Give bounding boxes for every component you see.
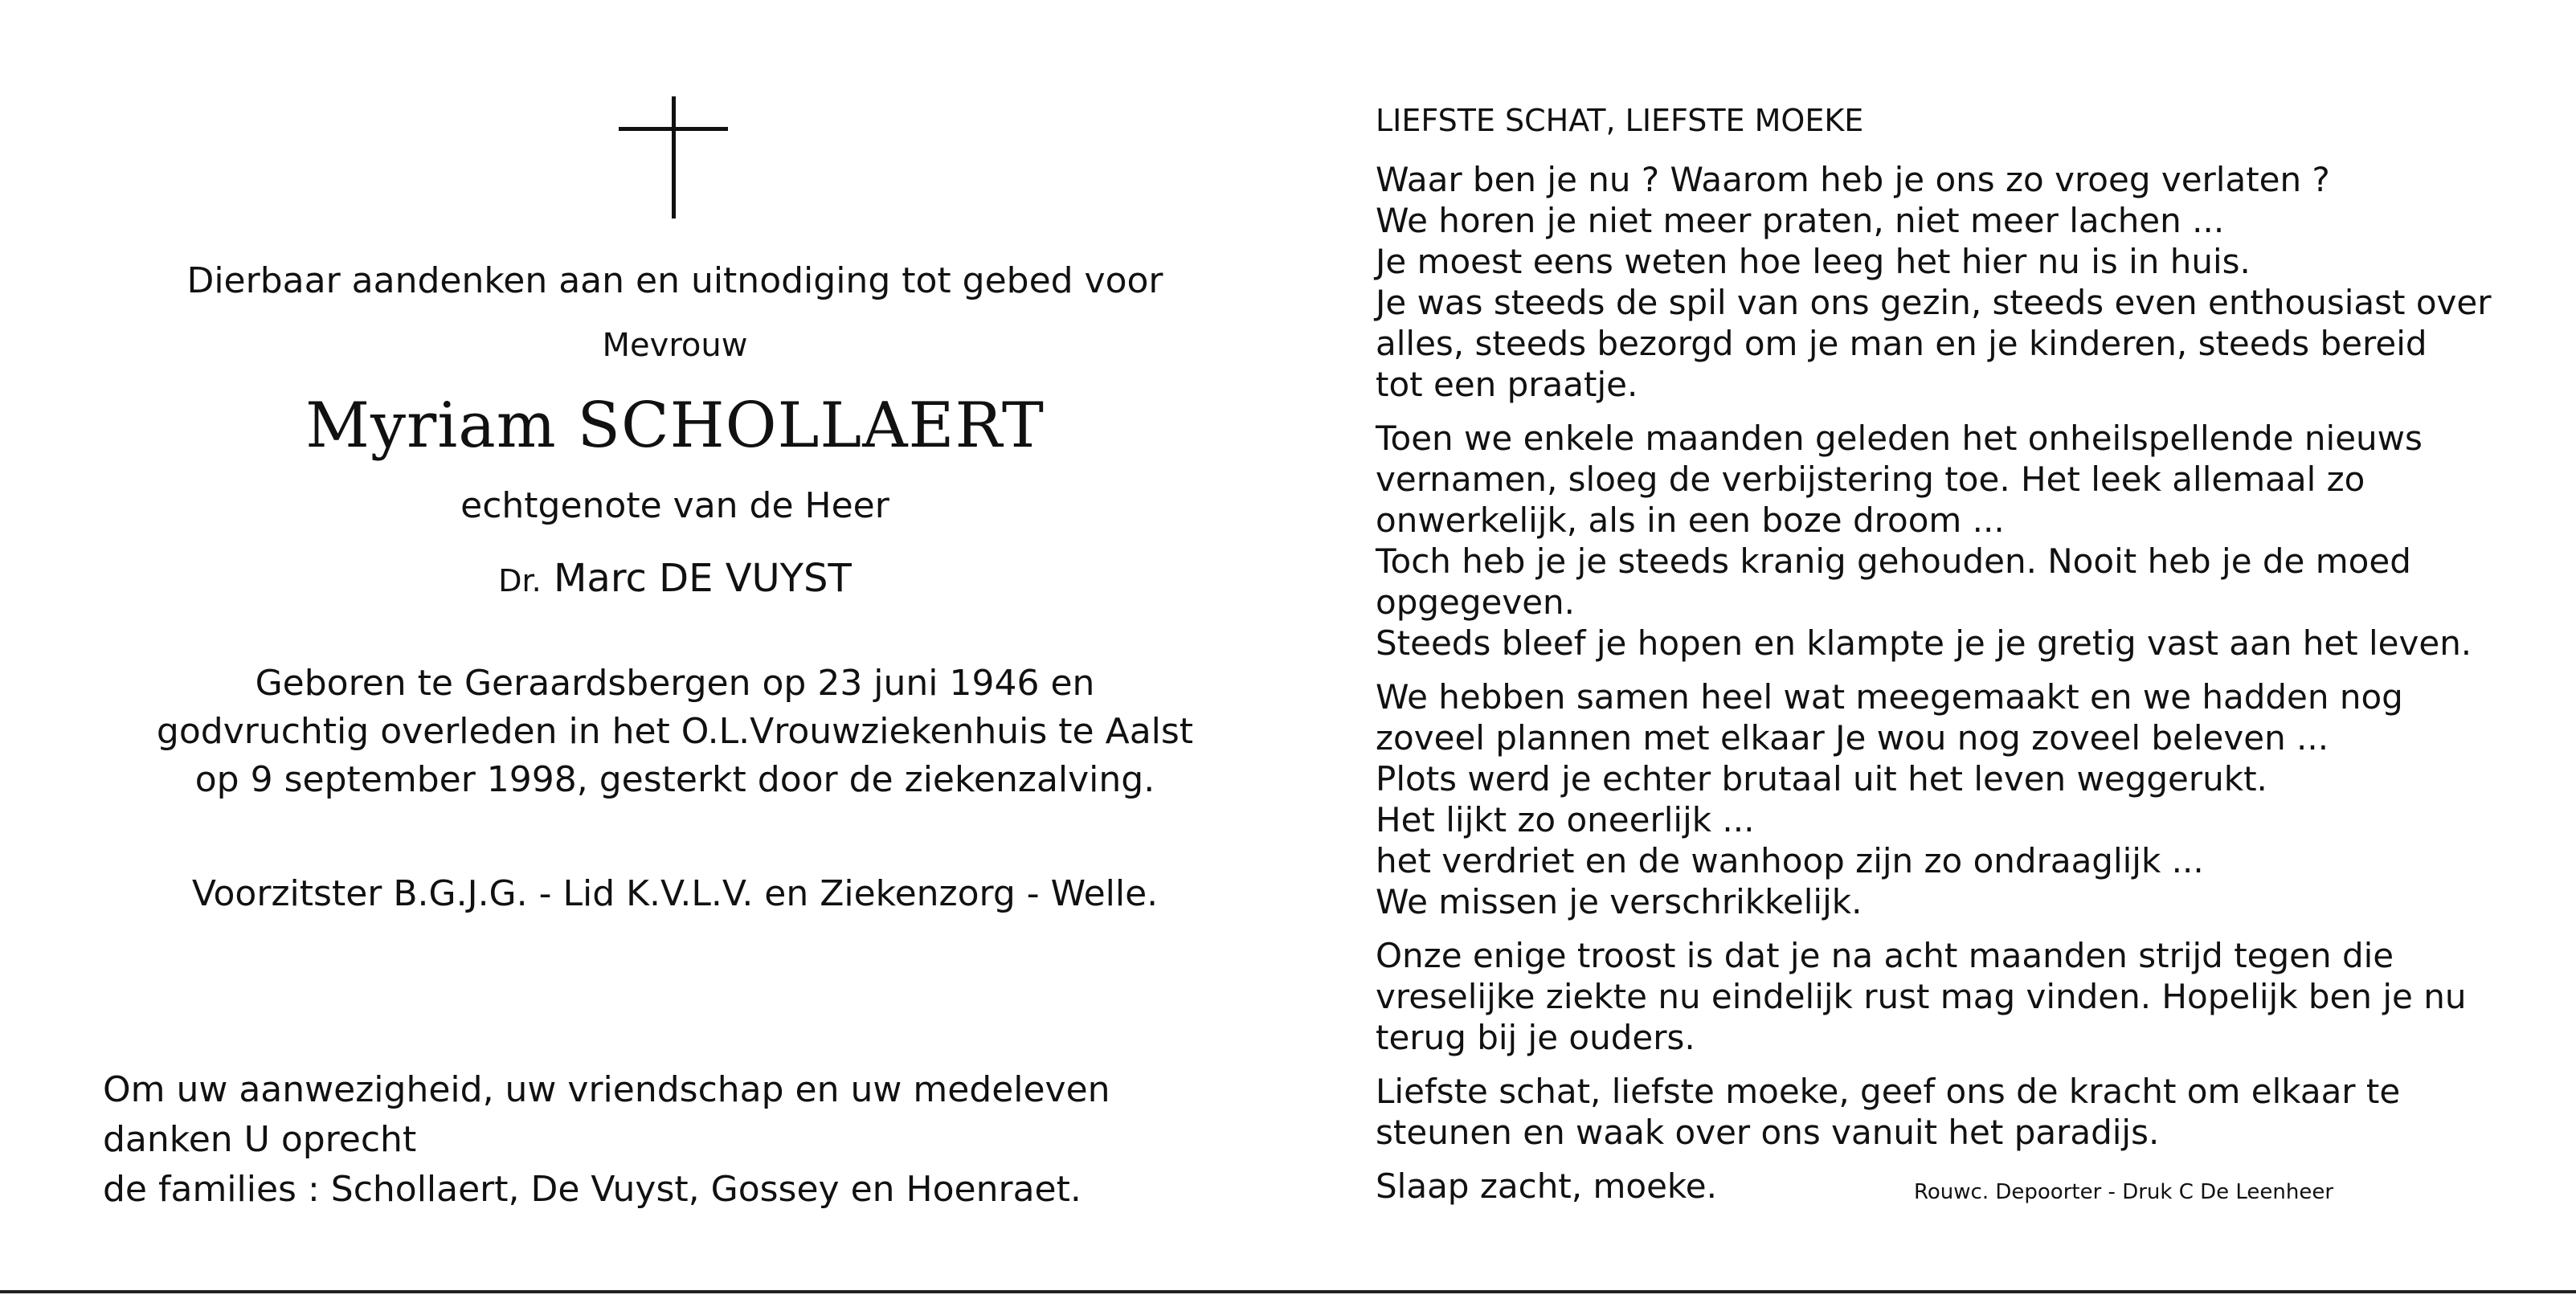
printer-credit: Rouwc. Depoorter - Druk C De Leenheer	[1914, 1180, 2334, 1204]
poem-line: Liefste schat, liefste moeke, geef ons de kracht om elkaar te	[1376, 1072, 2401, 1111]
poem-line: Waar ben je nu ? Waarom heb je ons zo vroeg verlaten ?	[1376, 160, 2330, 199]
poem-line: Onze enige troost is dat je na acht maanden strijd tegen die	[1376, 936, 2394, 975]
poem-line: Je moest eens weten hoe leeg het hier nu is in huis.	[1376, 242, 2251, 281]
poem-line: We missen je verschrikkelijk.	[1376, 882, 1862, 921]
thanks-block	[103, 1065, 1110, 1215]
poem-paragraph	[1376, 1071, 2517, 1153]
poem-line: We hebben samen heel wat meegemaakt en we hadden nog	[1376, 677, 2403, 717]
poem-line: steunen en waak over ons vanuit het paradijs.	[1376, 1113, 2160, 1152]
poem-line: opgegeven.	[1376, 582, 1576, 622]
poem-line: terug bij je ouders.	[1376, 1018, 1695, 1057]
poem-line: het verdriet en de wanhoop zijn zo ondraaglijk ...	[1376, 841, 2204, 880]
birth-line: op 9 september 1998, gesterkt door de ziekenzalving.	[194, 759, 1155, 800]
poem-line: Toch heb je je steeds kranig gehouden. Nooit heb je de moed	[1376, 541, 2411, 581]
poem-line: Je was steeds de spil van ons gezin, steeds even enthousiast over	[1376, 283, 2492, 322]
thanks-line: de families : Schollaert, De Vuyst, Gossey en Hoenraet.	[103, 1169, 1082, 1210]
bottom-divider	[0, 1290, 2576, 1293]
left-panel	[96, 257, 1253, 918]
poem-line: zoveel plannen met elkaar Je wou nog zoveel beleven ...	[1376, 718, 2329, 758]
poem-line: vreselijke ziekte nu eindelijk rust mag vinden. Hopelijk ben je nu	[1376, 977, 2467, 1016]
functions-text: Voorzitster B.G.J.G. - Lid K.V.L.V. en Ziekenzorg - Welle.	[191, 873, 1159, 914]
husband-line	[96, 553, 1253, 607]
husband-prefix: Dr.	[498, 563, 542, 598]
poem-paragraph	[1376, 418, 2517, 664]
poem-line: onwerkelijk, als in een boze droom ...	[1376, 500, 2005, 540]
cross-icon	[619, 96, 728, 219]
poem-line: Toen we enkele maanden geleden het onheilspellende nieuws	[1376, 419, 2423, 458]
poem-line: alles, steeds bezorgd om je man en je kinderen, steeds bereid	[1376, 324, 2427, 363]
poem-paragraph	[1376, 935, 2517, 1058]
birth-line: Geboren te Geraardsbergen op 23 juni 1946 en	[255, 663, 1095, 704]
poem-line: We horen je niet meer praten, niet meer lachen ...	[1376, 201, 2225, 240]
birth-line: godvruchtig overleden in het O.L.Vrouwziekenhuis te Aalst	[156, 711, 1194, 752]
poem-line: Steeds bleef je hopen en klampte je je gretig vast aan het leven.	[1376, 623, 2472, 663]
thanks-line: danken U oprecht	[103, 1119, 417, 1160]
poem-line: Het lijkt zo oneerlijk ...	[1376, 800, 1755, 839]
poem-line: vernamen, sloeg de verbijstering toe. Het leek allemaal zo	[1376, 460, 2365, 499]
poem-panel	[1376, 100, 2517, 1207]
poem-line: tot een praatje.	[1376, 365, 1638, 404]
deceased-name: Myriam SCHOLLAERT	[305, 390, 1045, 462]
poem-heading: LIEFSTE SCHAT, LIEFSTE MOEKE	[1376, 103, 1864, 138]
spouse-relation: echtgenote van de Heer	[460, 485, 889, 526]
poem-line: Plots werd je echter brutaal uit het leven weggerukt.	[1376, 759, 2267, 799]
title-text: Mevrouw	[602, 327, 748, 364]
husband-name: Marc DE VUYST	[553, 556, 852, 601]
birth-death-info	[96, 660, 1253, 804]
poem-paragraph	[1376, 159, 2517, 405]
poem-paragraph	[1376, 676, 2517, 922]
closing-text: Slaap zacht, moeke.	[1376, 1166, 1717, 1206]
intro-text: Dierbaar aandenken aan en uitnodiging tot gebed voor	[186, 260, 1163, 301]
thanks-line: Om uw aanwezigheid, uw vriendschap en uw medeleven	[103, 1069, 1110, 1110]
